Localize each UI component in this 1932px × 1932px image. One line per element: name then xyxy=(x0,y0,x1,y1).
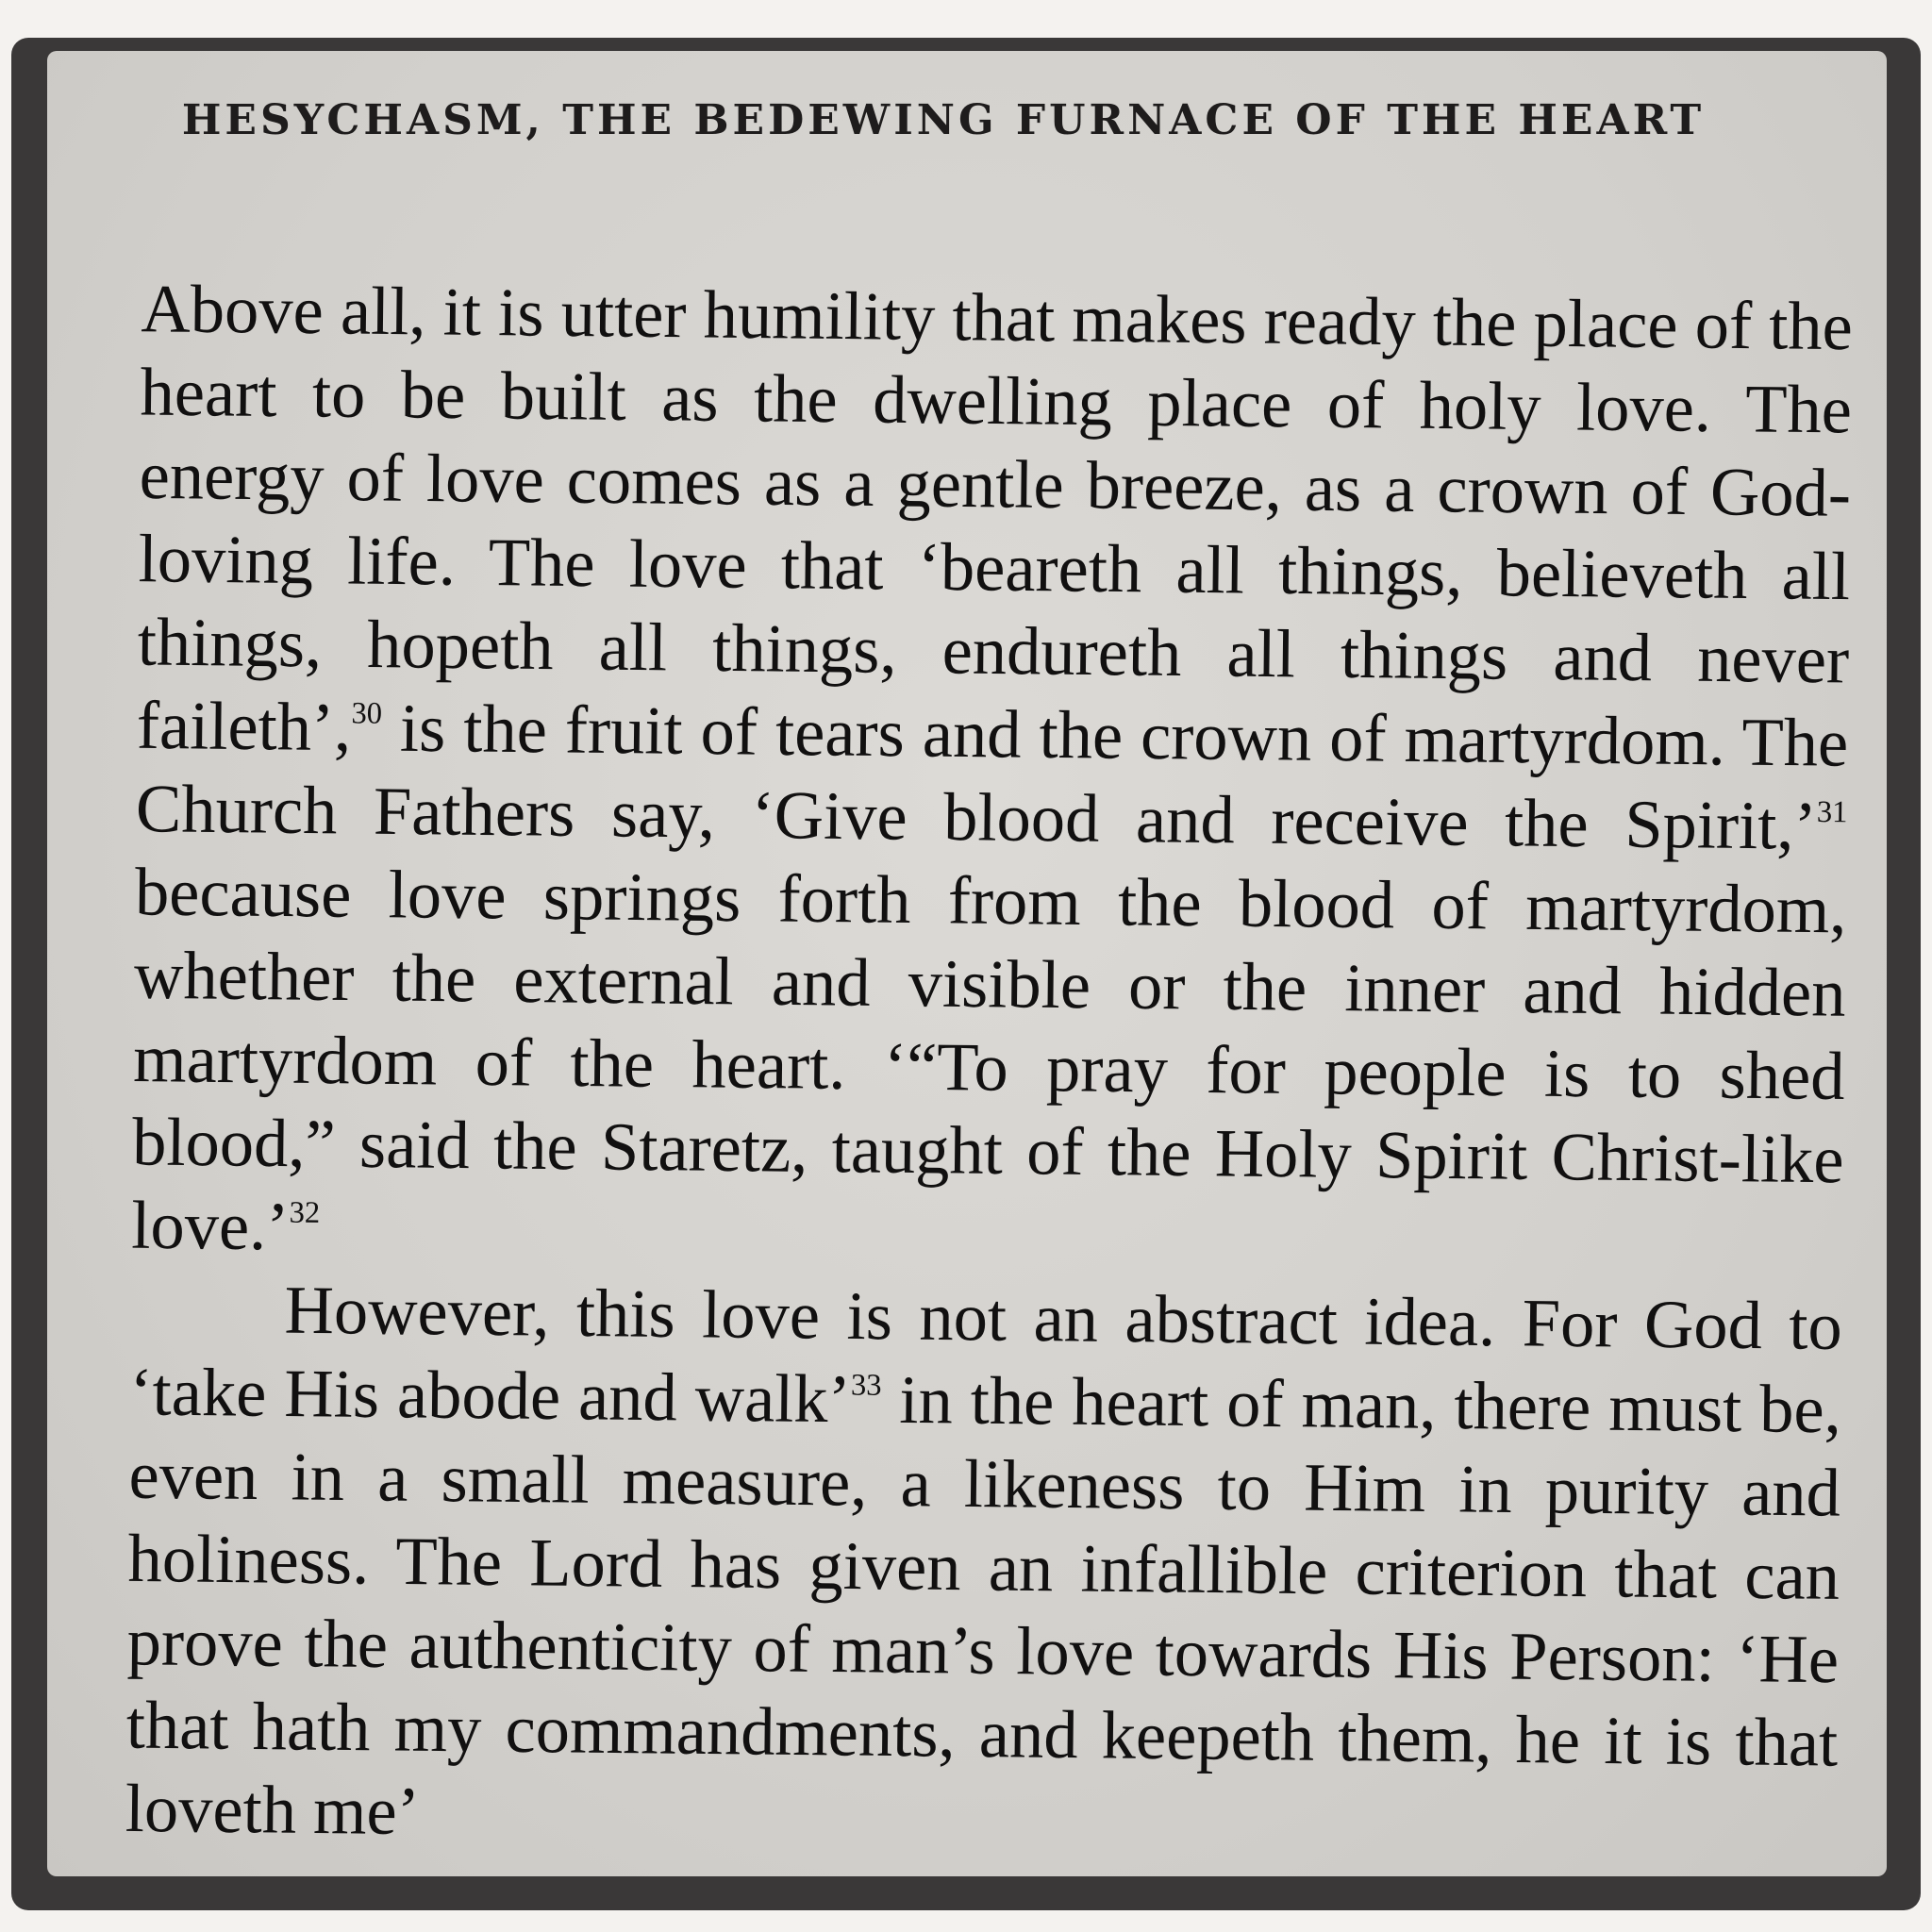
paragraph-2 xyxy=(125,1268,1842,1869)
body-text xyxy=(125,268,1853,1869)
running-head: HESYCHASM, THE BEDEWING FURNACE OF THE HEART xyxy=(181,96,1706,144)
text-segment: However, this love is not an abstract idea. For God to ‘take His abode and walk’ xyxy=(129,1273,1843,1438)
footnote-ref-33: 33 xyxy=(850,1368,882,1403)
footnote-ref-31: 31 xyxy=(1816,795,1848,829)
paragraph-1 xyxy=(131,268,1853,1286)
footnote-ref-32: 32 xyxy=(289,1195,321,1230)
footnote-ref-30: 30 xyxy=(351,696,383,731)
text-segment: in the heart of man, there must be, even in a small measure, a likeness to Him in purity and holiness. The Lord has given an infallible criterion that can prove the authenticity of man’s love towards His Person: ‘He that hath my commandments, and keepeth them, he it is that loveth me’ xyxy=(125,1362,1842,1850)
book-page xyxy=(47,51,1887,1876)
text-segment: Above all, it is utter humility that makes ready the place of the heart to be built as the dwelling place of holy love. The energy of love comes as a gentle breeze, as a crown of God-loving life. The love that ‘beareth all things, believeth all things, hopeth all things, endureth all things and never faileth’, xyxy=(136,271,1854,766)
photo-frame xyxy=(11,38,1921,1910)
text-segment: because love springs forth from the blood of martyrdom, whether the external and visible or the inner and hidden martyrdom of the heart. ‘“To pray for people is to shed blood,” said the Staretz, taught of the Holy Spirit Christ-like love.’ xyxy=(130,855,1847,1265)
text-segment: is the fruit of tears and the crown of martyrdom. The Church Fathers say, ‘Give blood and receive the Spirit,’ xyxy=(135,691,1849,865)
